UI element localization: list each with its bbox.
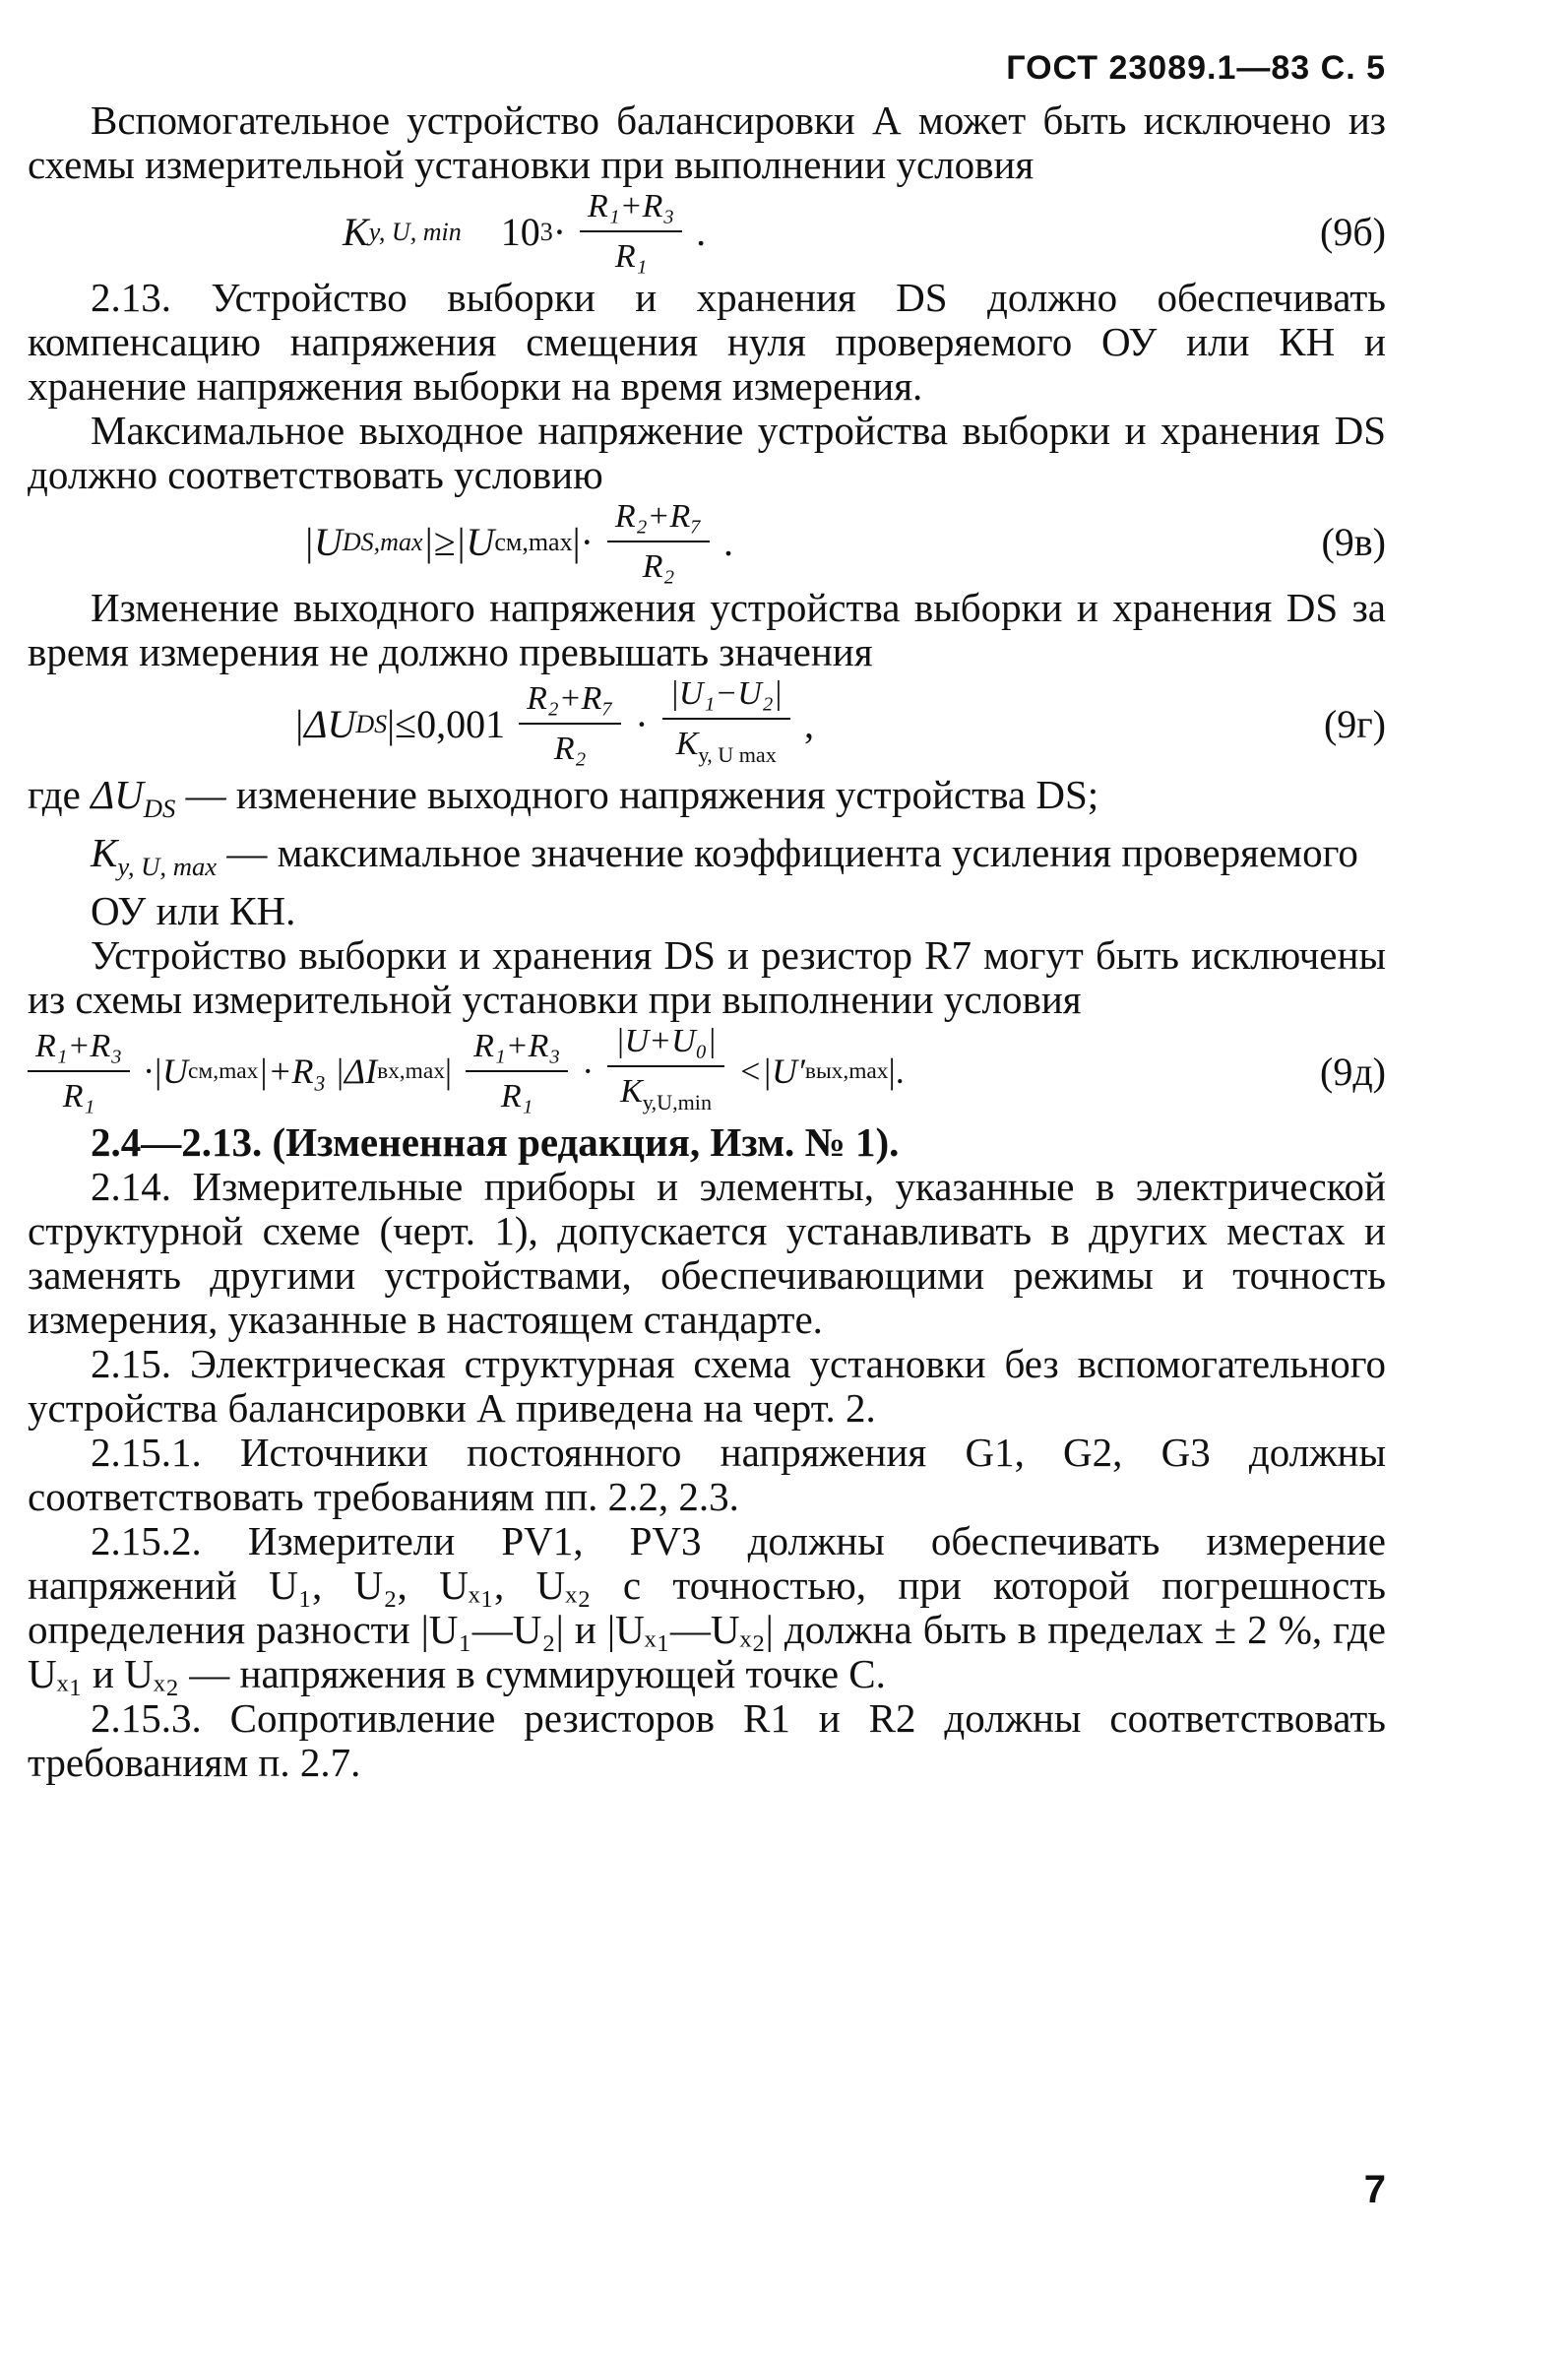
f9b-coef-sup: 3 (539, 217, 553, 246)
paragraph-2-14: 2.14. Измерительные приборы и элементы, указанные в электрической структурной схеме (черт. 1), допускается устанавливать в других местах и заменять другими устройствами, обеспечивающими режимы и точность измерения, указанные в настоящем стандарте. (28, 1164, 1386, 1343)
f9v-right-sub: см,max (494, 527, 573, 556)
f9b-tag: (9б) (1320, 209, 1386, 254)
f9g-left: |ΔU (293, 701, 356, 746)
page-number: 7 (1363, 2168, 1386, 2211)
paragraph-2-15-1: 2.15.1. Источники постоянного напряжения G1, G2, G3 должны соответствовать требованиям пп. 2.2, 2.3. (28, 1430, 1386, 1520)
f9v-tail: |· (572, 519, 594, 564)
formula-9g: |ΔU DS |≤0,001 $\frac{\text{R₂+R₇}}{\text{R₂}}$ · $\frac{\text{|U₁−U₂|}}{K_{у, U max}}$ , (9г) (28, 674, 1386, 773)
f9d-fraction-1: $\frac{\text{R₁+R₃}}{\text{R₁}}$ (28, 1024, 130, 1118)
amendment-note: 2.4—2.13. (Измененная редакция, Изм. № 1). (91, 1119, 900, 1166)
paragraph-2-13: 2.13. Устройство выборки и хранения DS должно обеспечивать компенсацию напряжения смещения нуля проверяемого ОУ или КН и хранение напряжения выборки на время измерения. (28, 275, 1386, 409)
f9d-tag: (9д) (1320, 1049, 1386, 1094)
paragraph-change: Изменение выходного напряжения устройства выборки и хранения DS за время измерения не должно превышать значения (28, 585, 1386, 674)
f9d-t2-sub: вх,max (377, 1057, 445, 1084)
page-header: ГОСТ 23089.1—83 С. 5 (1006, 49, 1386, 87)
f9v-tag: (9в) (1321, 519, 1386, 564)
paragraph-exclude: Устройство выборки и хранения DS и резистор R7 могут быть исключены из схемы измерительной установки при выполнении условия (28, 932, 1386, 1023)
f9g-tag: (9г) (1323, 701, 1386, 746)
f9v-left-sub: DS,max (342, 527, 423, 556)
f9g-fraction-1: $\frac{\text{R₂+R₇}}{\text{R₂}}$ (519, 676, 621, 771)
definition-1: где $\Delta U_{DS}$ — изменение выходного напряжения устройства DS; (28, 772, 1099, 824)
f9d-t4: <|U′ (737, 1051, 805, 1091)
f9v-left: |U (303, 519, 343, 564)
f9v-fraction: $\frac{\text{R₂+R₇}}{\text{R₂}}$ (607, 494, 710, 589)
f9d-fraction-3: $\frac{\text{|U+U₀|}}{K_{у,U,min}}$ (607, 1019, 724, 1124)
formula-9d: $\frac{\text{R₁+R₃}}{\text{R₁}}$ ·|U см,max |+R₃ |ΔI вх,max | $\frac{\text{R₁+R₃}}{\text{R₁}}$ · $\frac{\text{|U+U₀|}}{K_{у,U,min}}$ <|U′ вых,max |. (9д) (28, 1022, 1386, 1120)
f9g-left-sub: DS (355, 709, 388, 738)
f9d-fraction-2: $\frac{\text{R₁+R₃}}{\text{R₁}}$ (466, 1024, 568, 1118)
definition-2: $K_{у, U, max}$ — максимальное значение коэффициента усиления проверяемого ОУ или КН. (91, 830, 1358, 934)
f9b-lhs-sub: у, U, min (368, 217, 462, 246)
formula-9v: |U DS,max |≥|U см,max |· $\frac{\text{R₂+R₇}}{\text{R₂}}$ . (9в) (28, 497, 1386, 586)
f9d-t1-sub: см,max (188, 1057, 259, 1084)
paragraph-2-15: 2.15. Электрическая структурная схема установки без вспомогательного устройства балансировки А приведена на черт. 2. (28, 1341, 1386, 1432)
f9b-fraction: $\frac{\text{R₁+R₃}}{\text{R₁}}$ (580, 184, 682, 279)
f9v-op: |≥|U (422, 519, 495, 564)
f9b-coef: 10 (500, 209, 540, 254)
f9d-t3: | (444, 1051, 453, 1091)
body-text (28, 98, 1386, 1785)
f9g-op: |≤0,001 (387, 701, 506, 746)
paragraph-2-15-3: 2.15.3. Сопротивление резисторов R1 и R2 должны соответствовать требованиям п. 2.7. (28, 1695, 1386, 1786)
f9d-t5: |. (888, 1051, 905, 1091)
paragraph-2-15-2: 2.15.2. Измерители PV1, PV3 должны обеспечивать измерение напряжений U₁, U₂, Uₓ₁, Uₓ₂ с точностью, при которой погрешность определения разности |U₁—U₂| и |Uₓ₁—Uₓ₂| должна быть в пределах ± 2 %, где Uₓ₁ и Uₓ₂ — напряжения в суммирующей точке С. (28, 1518, 1386, 1697)
paragraph-1: Вспомогательное устройство балансировки А может быть исключено из схемы измерительной установки при выполнении условия (28, 97, 1386, 187)
f9d-t4-sub: вых,max (804, 1057, 889, 1084)
f9b-lhs: K (343, 209, 369, 254)
f9d-t1: ·|U (144, 1051, 189, 1091)
formula-9b: K у, U, min 10 3 · $\frac{\text{R₁+R₃}}{\text{R₁}}$ . (9б) (28, 187, 1386, 276)
paragraph-max-output: Максимальное выходное напряжение устройства выборки и хранения DS должно соответствовать условию (28, 408, 1386, 497)
f9g-fraction-2: $\frac{\text{|U₁−U₂|}}{K_{у, U max}}$ (662, 671, 790, 777)
f9d-t2: |+R₃ |ΔI (258, 1051, 378, 1091)
